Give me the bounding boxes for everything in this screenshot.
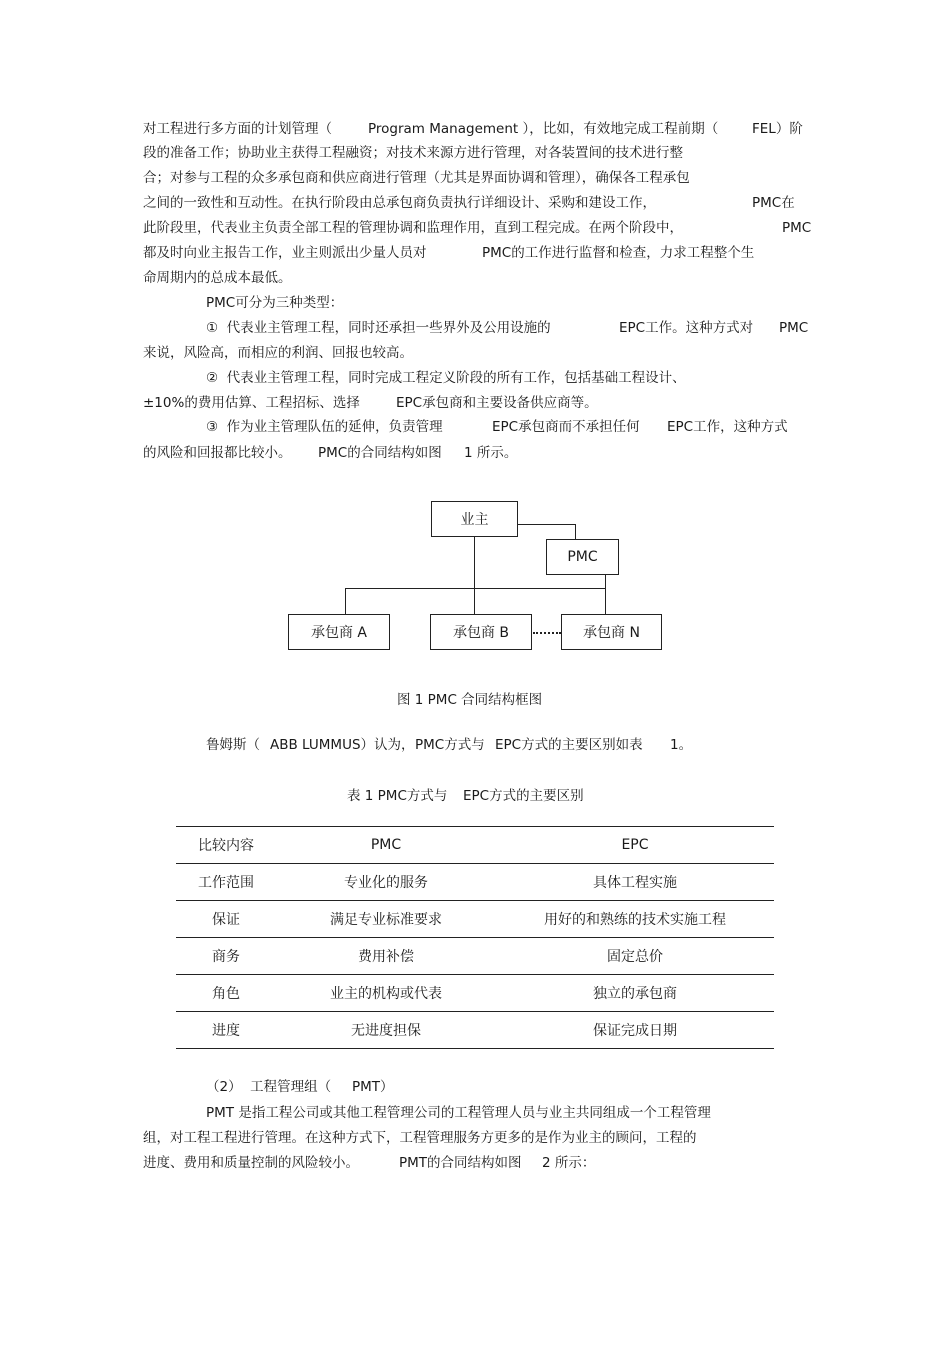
text-line: 之间的一致性和互动性。在执行阶段由总承包商负责执行详细设计、采购和建设工作， <box>143 195 656 211</box>
text-line: 段的准备工作；协助业主获得工程融资；对技术来源方进行管理，对各装置间的技术进行整 <box>143 145 683 161</box>
text-line: ③ 作为业主管理队伍的延伸，负责管理 <box>206 419 443 435</box>
contractor-a-box: 承包商 A <box>288 614 390 650</box>
table-cell: 具体工程实施 <box>496 864 774 901</box>
connector-line <box>605 575 606 615</box>
table-header-cell: EPC <box>496 827 774 864</box>
text-line: 进度、费用和质量控制的风险较小。 <box>143 1155 359 1171</box>
text-line: 命周期内的总成本最低。 <box>143 270 292 286</box>
text-line: PMC的合同结构如图 <box>318 445 442 461</box>
text-line: PMT 是指工程公司或其他工程管理公司的工程管理人员与业主共同组成一个工程管理 <box>206 1105 711 1121</box>
table-header-row <box>176 827 774 864</box>
table-cell: 商务 <box>176 938 276 975</box>
connector-line <box>474 537 475 615</box>
text-line: 2 所示： <box>542 1155 596 1171</box>
text-line: EPC方式的主要区别如表 <box>495 737 643 753</box>
text-line: PMC <box>779 320 809 336</box>
table-header-cell: PMC <box>276 827 496 864</box>
text-line: ② 代表业主管理工程，同时完成工程定义阶段的所有工作，包括基础工程设计、 <box>206 370 686 386</box>
section-heading: PMT） <box>352 1079 394 1095</box>
table-cell: 角色 <box>176 975 276 1012</box>
table-row <box>176 864 774 901</box>
text-line: 都及时向业主报告工作，业主则派出少量人员对 <box>143 245 427 261</box>
table-cell: 保证 <box>176 901 276 938</box>
table-cell: 工作范围 <box>176 864 276 901</box>
table-caption: 表 1 PMC方式与 <box>347 788 448 804</box>
table-cell: 专业化的服务 <box>276 864 496 901</box>
text-line: ① 代表业主管理工程，同时还承担一些界外及公用设施的 <box>206 320 551 336</box>
table-row <box>176 1012 774 1049</box>
text-line: EPC工作。这种方式对 <box>619 320 754 336</box>
text-line: 组，对工程工程进行管理。在这种方式下，工程管理服务方更多的是作为业主的顾问，工程的 <box>143 1130 697 1146</box>
text-line: 对工程进行多方面的计划管理（ <box>143 121 332 137</box>
text-line: PMC的工作进行监督和检查，力求工程整个生 <box>482 245 755 261</box>
text-line: 此阶段里，代表业主负责全部工程的管理协调和监理作用，直到工程完成。在两个阶段中， <box>143 220 683 236</box>
text-line: PMC <box>782 220 812 236</box>
table-cell: 业主的机构或代表 <box>276 975 496 1012</box>
table-row <box>176 901 774 938</box>
text-line: EPC工作，这种方式 <box>667 419 788 435</box>
connector-line <box>518 524 576 525</box>
table-cell: 费用补偿 <box>276 938 496 975</box>
types-intro: PMC可分为三种类型： <box>206 295 344 311</box>
text-line: 合；对参与工程的众多承包商和供应商进行管理（尤其是界面协调和管理），确保各工程承包 <box>143 170 690 186</box>
table-cell: 无进度担保 <box>276 1012 496 1049</box>
dotted-connector <box>533 632 561 634</box>
table-caption: EPC方式的主要区别 <box>463 788 584 804</box>
table-cell: 满足专业标准要求 <box>276 901 496 938</box>
table-cell: 用好的和熟练的技术实施工程 <box>496 901 774 938</box>
connector-line <box>575 524 576 539</box>
owner-box: 业主 <box>431 501 518 537</box>
text-line: Program Management ），比如，有效地完成工程前期（ <box>368 121 719 137</box>
text-line: ABB LUMMUS）认为， <box>270 737 415 753</box>
table-cell: 进度 <box>176 1012 276 1049</box>
text-line: 来说，风险高，而相应的利润、回报也较高。 <box>143 345 413 361</box>
comparison-table <box>176 826 774 1049</box>
text-line: 1。 <box>670 737 693 753</box>
text-line: 鲁姆斯（ <box>206 737 260 753</box>
text-line: PMT的合同结构如图 <box>399 1155 522 1171</box>
text-line: FEL）阶 <box>752 121 803 137</box>
connector-line <box>345 588 346 615</box>
connector-line <box>345 588 606 589</box>
table-cell: 固定总价 <box>496 938 774 975</box>
section-heading: （2） 工程管理组（ <box>206 1079 332 1095</box>
table-header-cell: 比较内容 <box>176 827 276 864</box>
text-line: ±10%的费用估算、工程招标、选择 <box>143 395 360 411</box>
contractor-n-box: 承包商 N <box>561 614 662 650</box>
text-line: EPC承包商而不承担任何 <box>492 419 640 435</box>
text-line: EPC承包商和主要设备供应商等。 <box>396 395 598 411</box>
table-cell: 独立的承包商 <box>496 975 774 1012</box>
table-cell: 保证完成日期 <box>496 1012 774 1049</box>
table-row <box>176 938 774 975</box>
contractor-b-box: 承包商 B <box>430 614 532 650</box>
pmc-box: PMC <box>546 539 619 575</box>
table-row <box>176 975 774 1012</box>
text-line: 的风险和回报都比较小。 <box>143 445 292 461</box>
text-line: PMC在 <box>752 195 795 211</box>
figure-caption: 图 1 PMC 合同结构框图 <box>397 692 543 708</box>
text-line: PMC方式与 <box>415 737 485 753</box>
text-line: 1 所示。 <box>464 445 518 461</box>
